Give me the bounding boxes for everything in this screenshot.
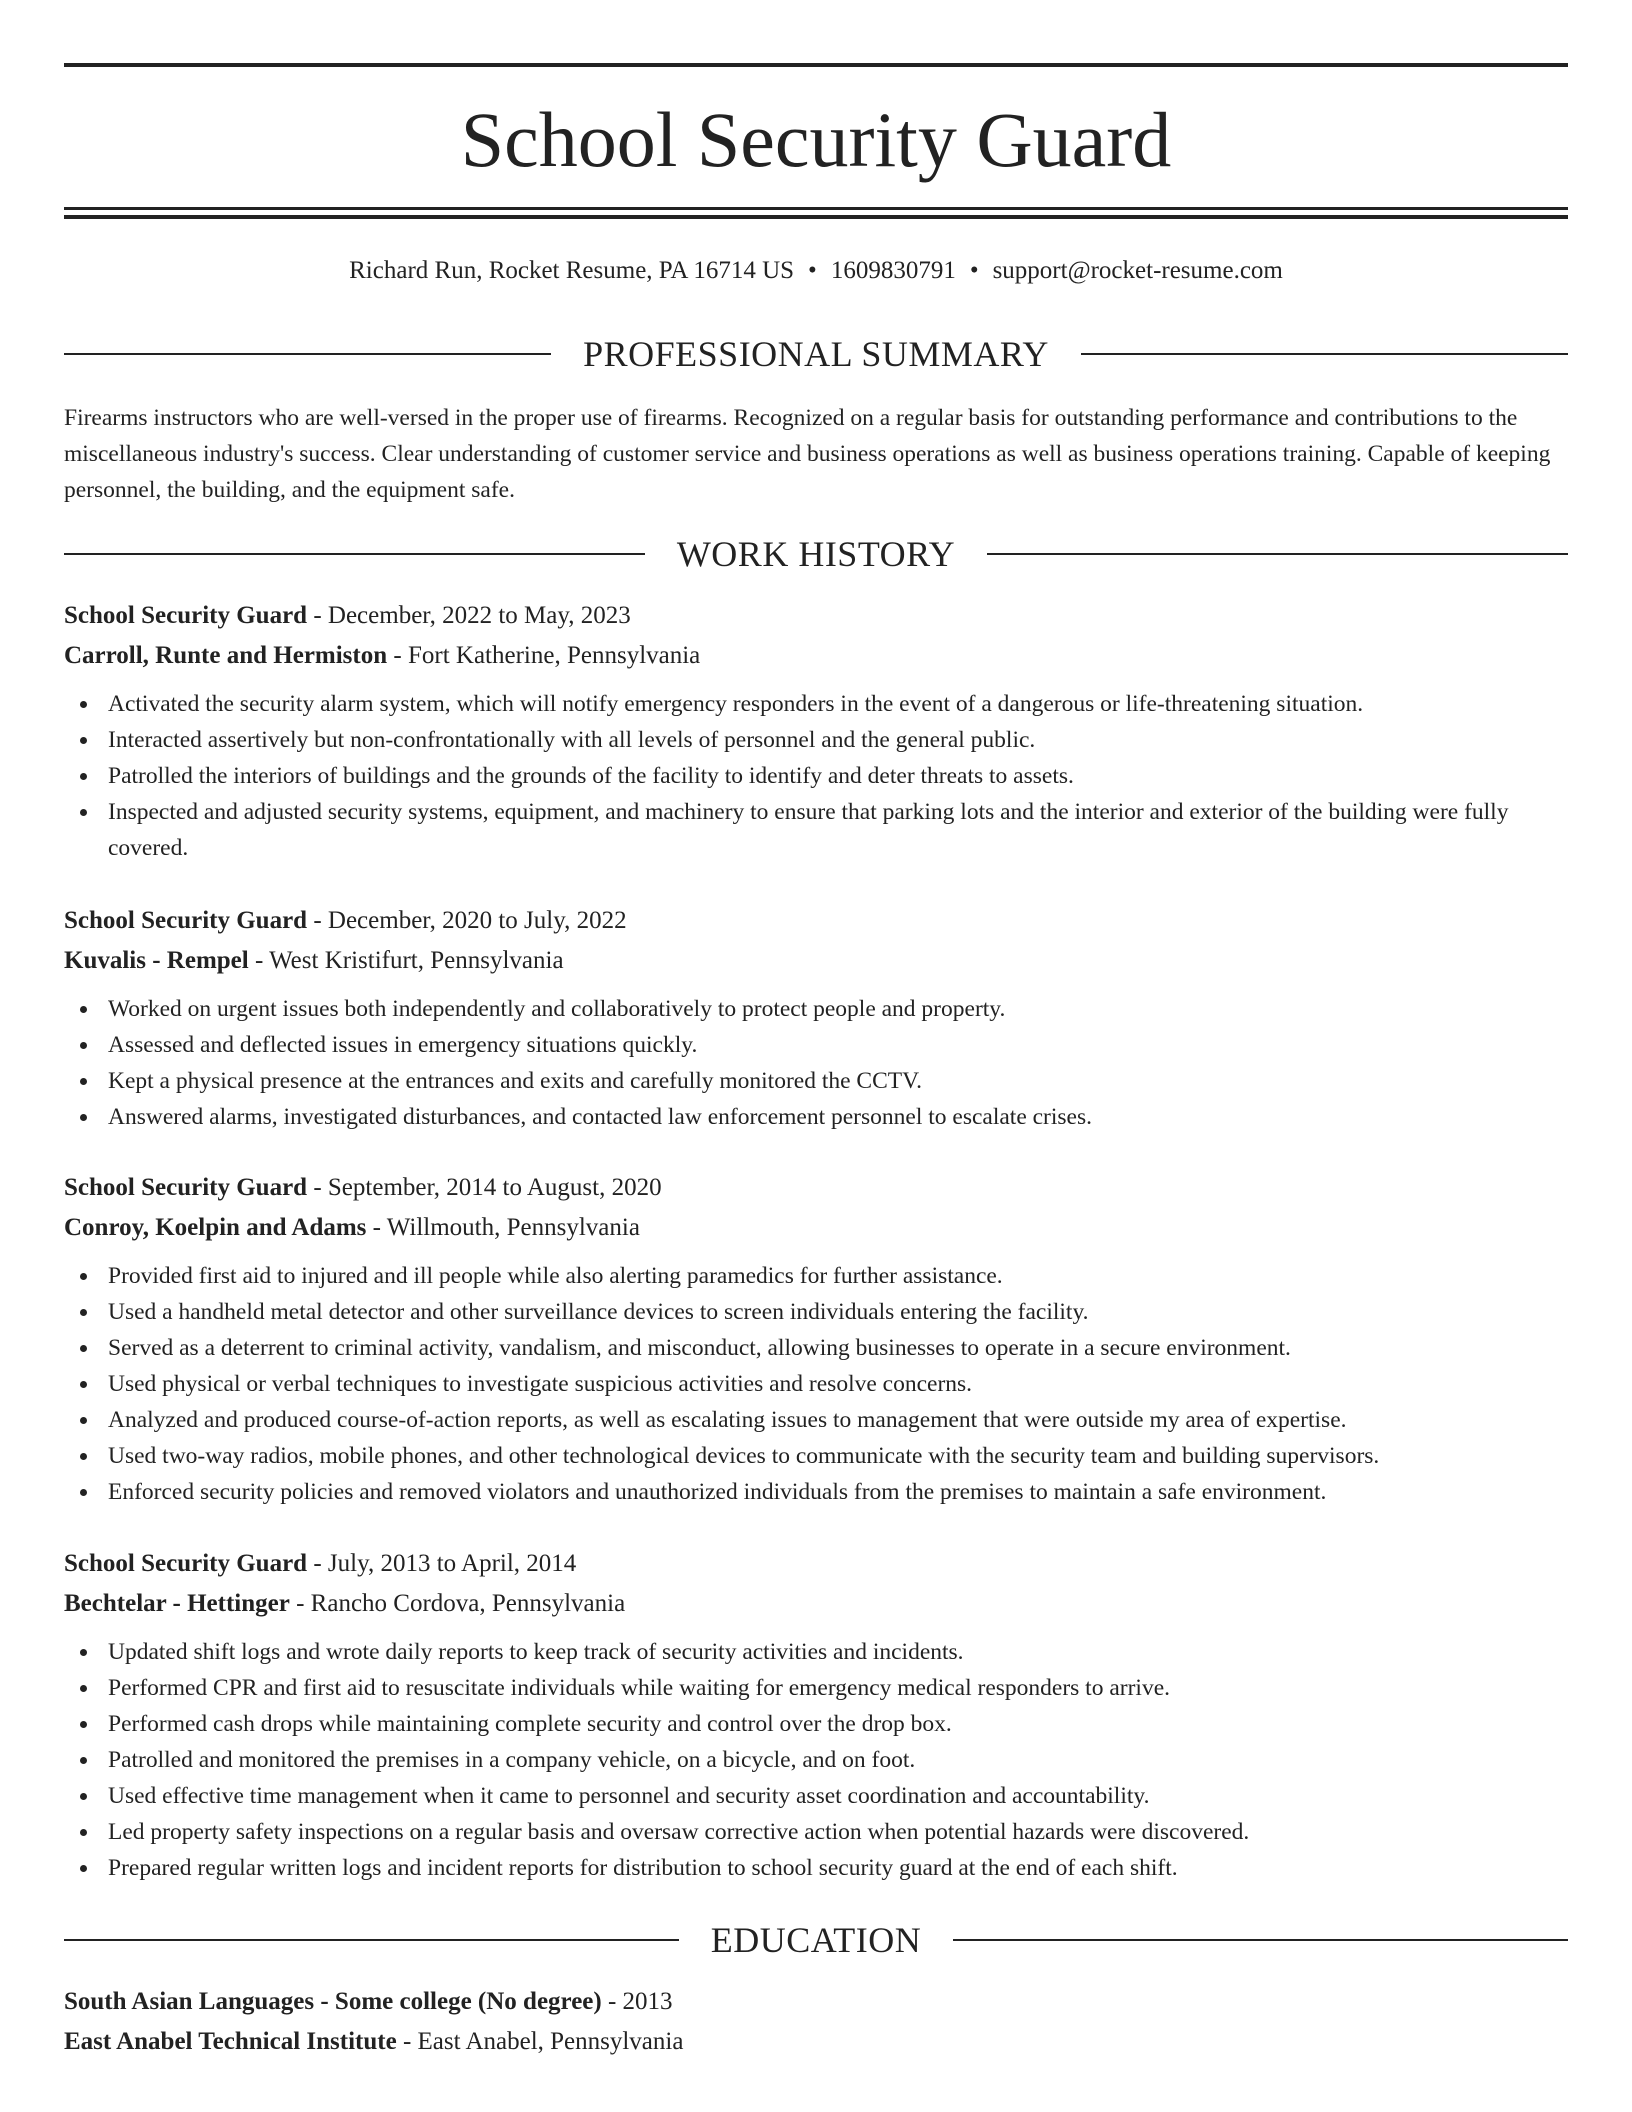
job-bullet: Prepared regular written logs and incident reports for distribution to school security guard at the end of each shift.: [64, 1850, 1568, 1886]
job-bullet: Kept a physical presence at the entrances and exits and carefully monitored the CCTV.: [64, 1063, 1568, 1099]
job-bullet: Performed cash drops while maintaining complete security and control over the drop box.: [64, 1706, 1568, 1742]
job-bullet: Enforced security policies and removed violators and unauthorized individuals from the premises to maintain a safe environment.: [64, 1474, 1568, 1510]
job-company: Carroll, Runte and Hermiston: [64, 642, 388, 669]
work-entry: [64, 1168, 1568, 1510]
job-bullets: [64, 1258, 1568, 1510]
education-year: - 2013: [601, 1988, 673, 2015]
job-bullet: Provided first aid to injured and ill people while also alerting paramedics for further assistance.: [64, 1258, 1568, 1294]
heading-rule: [1081, 353, 1568, 355]
job-company-line: [64, 1584, 1568, 1624]
job-location: - Rancho Cordova, Pennsylvania: [289, 1590, 626, 1617]
contact-line: [64, 254, 1568, 288]
education-school-line: [64, 2022, 1568, 2062]
job-bullet: Answered alarms, investigated disturbances, and contacted law enforcement personnel to escalate crises.: [64, 1099, 1568, 1135]
job-bullet: Patrolled and monitored the premises in a company vehicle, on a bicycle, and on foot.: [64, 1742, 1568, 1778]
job-dates: - September, 2014 to August, 2020: [307, 1174, 662, 1201]
job-title-line: [64, 1544, 1568, 1584]
top-rule: [64, 63, 1568, 67]
summary-text: Firearms instructors who are well-versed in the proper use of firearms. Recognized on a regular basis for outstanding performance and contributions to the miscellaneous industry's success. Clear understanding of customer service and business operations as well as business operations training. Capable of keeping personnel, the building, and the equipment safe.: [64, 405, 1551, 503]
job-bullet: Patrolled the interiors of buildings and the grounds of the facility to identify and deter threats to assets.: [64, 758, 1568, 794]
job-location: - West Kristifurt, Pennsylvania: [248, 947, 564, 974]
job-bullet: Used effective time management when it came to personnel and security asset coordination and accountability.: [64, 1778, 1568, 1814]
section-heading-work: [64, 532, 1568, 576]
heading-rule: [64, 1939, 679, 1941]
job-title-line: [64, 1168, 1568, 1208]
job-dates: - December, 2020 to July, 2022: [307, 907, 627, 934]
title-rule-upper: [64, 207, 1568, 210]
job-company: Kuvalis - Rempel: [64, 947, 249, 974]
job-company: Conroy, Koelpin and Adams: [64, 1214, 367, 1241]
job-title: School Security Guard: [64, 907, 308, 934]
contact-address: Richard Run, Rocket Resume, PA 16714 US: [349, 257, 795, 284]
education-degree: South Asian Languages - Some college (No degree): [64, 1988, 602, 2015]
contact-email: support@rocket-resume.com: [992, 257, 1283, 284]
job-bullet: Updated shift logs and wrote daily reports to keep track of security activities and incidents.: [64, 1634, 1568, 1670]
job-title: School Security Guard: [64, 1174, 308, 1201]
job-title-line: [64, 901, 1568, 941]
job-bullet: Used physical or verbal techniques to investigate suspicious activities and resolve concerns.: [64, 1366, 1568, 1402]
work-entry: [64, 596, 1568, 866]
section-heading-summary: [64, 332, 1568, 376]
job-location: - Willmouth, Pennsylvania: [366, 1214, 640, 1241]
section-heading-education: [64, 1918, 1568, 1962]
job-title: School Security Guard: [64, 602, 308, 629]
job-company-line: [64, 636, 1568, 676]
job-bullet: Served as a deterrent to criminal activity, vandalism, and misconduct, allowing businesses to operate in a secure environment.: [64, 1330, 1568, 1366]
section-title: EDUCATION: [710, 1920, 922, 1960]
contact-separator: •: [969, 257, 979, 284]
job-bullet: Used two-way radios, mobile phones, and other technological devices to communicate with the security team and building supervisors.: [64, 1438, 1568, 1474]
job-bullets: [64, 1634, 1568, 1886]
job-bullet: Performed CPR and first aid to resuscitate individuals while waiting for emergency medical responders to arrive.: [64, 1670, 1568, 1706]
job-company: Bechtelar - Hettinger: [64, 1590, 290, 1617]
job-bullet: Analyzed and produced course-of-action reports, as well as escalating issues to management that were outside my area of expertise.: [64, 1402, 1568, 1438]
job-bullet: Interacted assertively but non-confrontationally with all levels of personnel and the general public.: [64, 722, 1568, 758]
section-title: PROFESSIONAL SUMMARY: [583, 334, 1049, 374]
contact-separator: •: [808, 257, 817, 284]
job-dates: - July, 2013 to April, 2014: [307, 1550, 577, 1577]
job-bullet: Used a handheld metal detector and other surveillance devices to screen individuals entering the facility.: [64, 1294, 1568, 1330]
work-entry: [64, 1544, 1568, 1886]
title-rule-lower: [64, 215, 1568, 219]
job-bullet: Led property safety inspections on a regular basis and oversaw corrective action when potential hazards were discovered.: [64, 1814, 1568, 1850]
job-company-line: [64, 1208, 1568, 1248]
job-bullet: Inspected and adjusted security systems, equipment, and machinery to ensure that parking lots and the interior and exterior of the building were fully covered.: [64, 794, 1568, 866]
heading-rule: [64, 353, 551, 355]
heading-rule: [64, 553, 645, 555]
section-title: WORK HISTORY: [676, 534, 956, 574]
heading-rule: [953, 1939, 1568, 1941]
job-company-line: [64, 941, 1568, 981]
education-entry: [64, 1982, 1568, 2062]
job-location: - Fort Katherine, Pennsylvania: [387, 642, 701, 669]
education-location: - East Anabel, Pennsylvania: [396, 2028, 684, 2055]
work-entry: [64, 901, 1568, 1135]
education-school: East Anabel Technical Institute: [64, 2028, 397, 2055]
job-bullet: Worked on urgent issues both independently and collaboratively to protect people and property.: [64, 991, 1568, 1027]
contact-phone: 1609830791: [830, 257, 956, 284]
job-dates: - December, 2022 to May, 2023: [307, 602, 631, 629]
job-bullets: [64, 991, 1568, 1135]
job-bullets: [64, 686, 1568, 866]
education-degree-line: [64, 1982, 1568, 2022]
job-bullet: Activated the security alarm system, which will notify emergency responders in the event of a dangerous or life-threatening situation.: [64, 686, 1568, 722]
resume-title: School Security Guard: [460, 96, 1172, 183]
job-title: School Security Guard: [64, 1550, 308, 1577]
heading-rule: [987, 553, 1568, 555]
job-title-line: [64, 596, 1568, 636]
job-bullet: Assessed and deflected issues in emergency situations quickly.: [64, 1027, 1568, 1063]
